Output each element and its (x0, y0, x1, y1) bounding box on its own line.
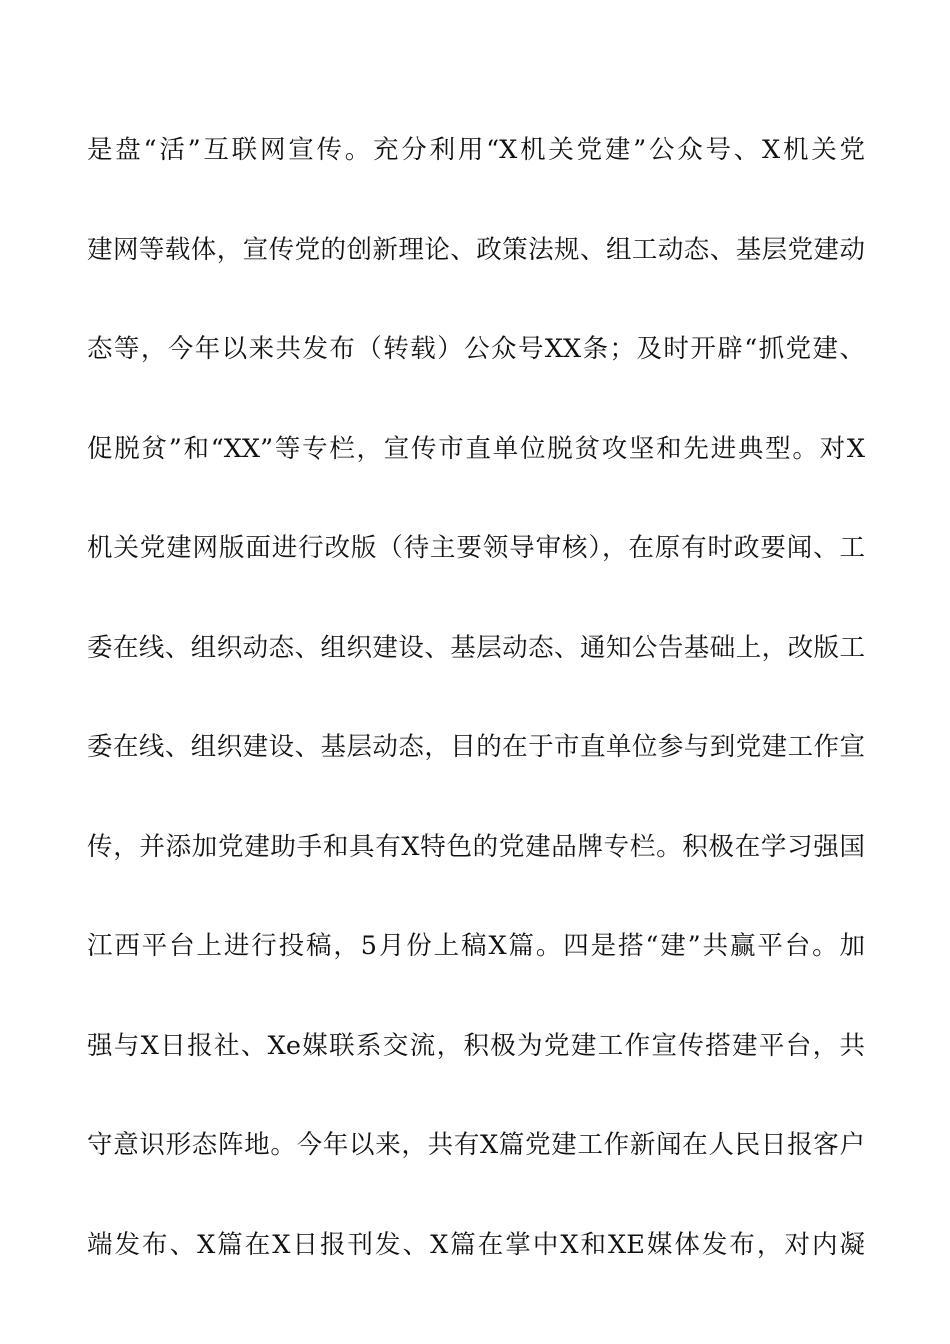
text-line: 机关党建网版面进行改版（待主要领导审核），在原有时政要闻、工 (87, 533, 865, 563)
text-line: 态等，今年以来共发布（转载）公众号XX条；及时开辟“抓党建、 (87, 334, 865, 364)
text-line: 江西平台上进行投稿，5月份上稿X篇。四是搭“建”共赢平台。加 (87, 931, 865, 961)
text-line: 端发布、X篇在X日报刊发、X篇在掌中X和XE媒体发布，对内凝 (87, 1229, 865, 1260)
text-line: 促脱贫”和“XX”等专栏，宣传市直单位脱贫攻坚和先进典型。对X (87, 433, 865, 464)
text-line: 建网等载体，宣传党的创新理论、政策法规、组工动态、基层党建动 (87, 234, 865, 265)
text-line: 是盘“活”互联网宣传。充分利用“X机关党建”公众号、X机关党 (87, 135, 865, 165)
text-line: 强与X日报社、Xe媒联系交流，积极为党建工作宣传搭建平台，共 (87, 1030, 865, 1061)
text-line: 委在线、组织建设、基层动态，目的在于市直单位参与到党建工作宣 (87, 732, 865, 762)
text-line: 传，并添加党建助手和具有X特色的党建品牌专栏。积极在学习强国 (87, 831, 865, 862)
text-line: 委在线、组织动态、组织建设、基层动态、通知公告基础上，改版工 (87, 632, 865, 663)
text-line: 守意识形态阵地。今年以来，共有X篇党建工作新闻在人民日报客户 (87, 1130, 865, 1160)
body-paragraph (87, 130, 865, 1324)
